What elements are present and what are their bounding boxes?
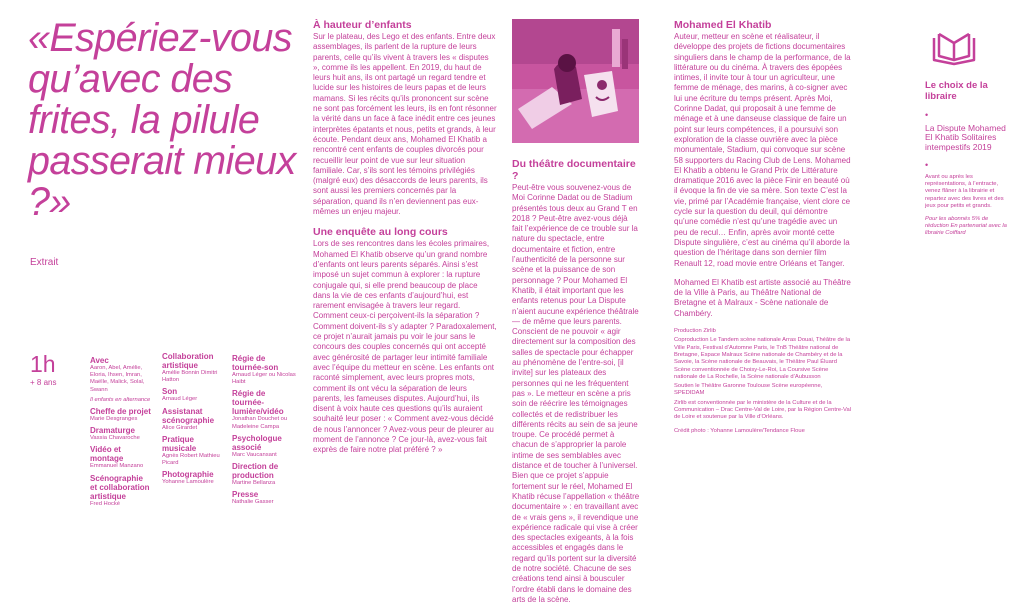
photo-illustration [512, 19, 639, 143]
sidebar-text: Avant ou après les représentations, à l’entracte, venez flâner à la librairie et repartez avec des livres et des jeux pour petits et grands. [925, 173, 1004, 209]
credit-group: Cheffe de projet Marie Desgranges [90, 407, 151, 423]
article-column-3 [674, 19, 852, 437]
credit-group: Régie de tournée-lumière/vidéo Jonathan Douchet ou Madeleine Campa [232, 389, 288, 430]
section-heading: Du théâtre documentaire ? [512, 158, 636, 182]
production-credits: Production Zirlib Coproduction Le Tandem scène nationale Arras Douai, Théâtre de la Ville Paris, Festival d’Automne Paris, le TnB Théâtre national de Bretagne, Espace Malraux Scène nationale de Chambéry et de la Savoie, la Scène nationale de Beauvais, le Théâtre Paul Éluard Scène conventionnée de Choisy-Le-Roi, La Coursive Scène nationale de La Rochelle, la Scène nationale d’Aubusson Soutien le Théâtre Garonne Toulouse Scène européenne, SPEDIDAM Zirlib est conventionnée par le ministère de la Culture et de la Communication – Drac Centre-Val de Loire, par la Région Centre-Val de Loire et soutenue par la Ville d’Orléans. Crédit photo : Yohanne Lamoulère/Tendance Floue [674, 328, 851, 434]
paragraph: Sur le plateau, des Lego et des enfants. Entre deux assemblages, ils parlent de la rupture de leurs parents, celle qu’ils vivent à travers les « disputes », comme ils les appellent. En 2019, du haut de leurs huit ans, ils ont partagé un regard tendre et lucide sur les histoires de leurs papas et de leurs mamans. Si les récits qu’ils prononcent sur scène ne sont pas forcément les leurs, ils en font résonner la vérité dans un face à face inédit entre ces jeunes interprètes épatants et nous, petits et grands, à leur écoute. Pendant deux ans, Mohamed El Khatib a rencontré cent enfants de couples divorcés pour recueillir leur point de vue sur leur situation familiale. Car, s’ils sont les témoins privilégiés (malgré eux) des désaccords de leurs parents, ils sont aussi les premiers concernés par la séparation, quand ils n’en deviennent pas eux-mêmes un enjeu majeur. [313, 32, 497, 217]
paragraph: Lors de ses rencontres dans les écoles primaires, Mohamed El Khatib observe qu’un grand nombre d’enfants ont leurs parents séparés. Ainsi s’est imposé un sujet commun à explorer : la rupture conjugale qui, si elle prend beaucoup de place dans la vie de ces enfants d’aujourd’hui, est rarement envisagée à travers leur regard. Comment ceux-ci perçoivent-ils la séparation ? Comment doivent-ils s’y adapter ? Paradoxalement, ce projet n’aurait jamais pu voir le jour sans le concours des couples concernés qui ont accepté avec générosité de partager leur intimité familiale avec l’équipe du metteur en scène. Les enfants ont raconté simplement, avec leurs propres mots, comment ils ont vécu la séparation de leurs parents, les fameuses disputes. Aujourd’hui, ils disent à voix haute ces questions qu’ils auraient souhaité leur poser : « Comment avez-vous décidé de nous l’annoncer ? Avez-vous peur de pleurer au moment de l’annonce ? Ce jour-là, avez-vous fait exprès de faire notre plat préféré ? » [313, 239, 497, 455]
credits-column-1 [90, 356, 152, 511]
extrait-label: Extrait [30, 257, 59, 268]
book-reference: La Dispute Mohamed El Khatib Solitaires intempestifs 2019 [925, 123, 1006, 152]
credit-group: Direction de production Martine Bellanza [232, 462, 279, 487]
sidebar-title: Le choix de la libraire [925, 80, 988, 102]
credit-group: Assistanat scénographie Alice Girardet [162, 406, 215, 431]
credit-group: Photographie Yohanne Lamoulère [162, 470, 214, 486]
credit-group: Il enfants en alternance [90, 396, 151, 403]
paragraph: Peut-être vous souvenez-vous de Moi Corinne Dadat ou de Stadium présentés tous deux au Grand T en 2018 ? Peut-être avez-vous déjà fait l’expérience de ce trouble sur la nature du spectacle, entre documentaire et fiction, entre l’authenticité de la personne sur scène et la puissance de son personnage ? Pour Mohamed El Khatib, il était important que les enfants retenus pour La Dispute n’aient aucune expérience théâtrale — de même que leurs parents. Conscient de ne pouvoir « agir directement sur la composition des salles de spectacle pour échapper au phénomène de l’entre-soi, [il invite] sur les plateaux des personnes qui ne les fréquentent pas ». Le metteur en scène a pris soin de réécrire les témoignages collectés et de redistribuer les différents récits au sein de sa jeune troupe. Ce procédé permet à chacun de s’approprier la parole intime de ses semblables avec distance et de toucher à l’universel. Bien que ce projet s’appuie fortement sur le réel, Mohamed El Khatib récuse l’appellation « théâtre documentaire » : en travaillant avec de « vrais gens », il revendique une expérience radicale qui vise à créer des spectacles exigeants, à la fois accessibles et engagés dans le regard qu’ils portent sur la diversité de notre société. Chacune de ses créations tend ainsi à bousculer l’ordre établi dans le domaine des arts de la scène. [512, 183, 640, 604]
credit-group: Scénographie et collaboration artistique Fred Hocké [90, 473, 150, 507]
section-heading: À hauteur d’enfants [313, 19, 412, 31]
paragraph: Auteur, metteur en scène et réalisateur, il développe des projets de fictions documentaires singuliers dans le champ de la performance, de la littérature ou du cinéma. À travers des épopées intimes, il invite tour à tour un agriculteur, une femme de ménage, des marins, à co-signer avec lui une écriture du temps présent. Après Moi, Corinne Dadat, qui proposait à une femme de ménage et à une danseuse classique de faire un point sur leurs compétences, il a poursuivi son exploration de la classe ouvrière avec la pièce monumentale, Stadium, qui convoque sur scène 58 supporters du Racing Club de Lens. Mohamed El Khatib a obtenu le Grand Prix de Littérature dramatique 2016 avec la pièce Finir en beauté où il évoque la fin de vie sa mère. Son texte C’est la vie, primé par l’Académie française, vient clore ce cycle sur la question du deuil, qui démontre qu’une comédie n’est qu’une tragédie avec un peu de recul… Enfin, après avoir monté cette Dispute singulière, c’est au cinéma qu’il aborde la question de l’héritage dans son dernier film Renault 12, road movie entre Orléans et Tanger. [674, 32, 851, 268]
credit-group: Collaboration artistique Amélie Bonnin Dimitri Hatton [162, 352, 218, 384]
bullet: • [925, 159, 929, 170]
section-heading: Mohamed El Khatib [674, 19, 772, 31]
sidebar-note: Pour les abonnés 5% de réduction En partenariat avec la librairie Coiffard [925, 215, 1007, 237]
rehearsal-photo [512, 19, 639, 143]
credit-group: Vidéo et montage Emmanuel Manzano [90, 445, 144, 470]
article-column-1 [313, 19, 497, 456]
credit-group: Régie de tournée-son Arnaud Léger ou Nicolas Haibt [232, 354, 296, 386]
section-heading: Une enquête au long cours [313, 226, 448, 239]
credits-column-3 [232, 354, 298, 509]
credits-column-2 [162, 352, 224, 489]
bullet: • [925, 110, 929, 120]
credit-group: Psychologue associé Marc Vaucansant [232, 433, 282, 458]
credit-group: Pratique musicale Agnès Robert Mathieu Picard [162, 434, 220, 467]
open-book-icon [931, 30, 977, 70]
credit-group: Avec Aaron, Abel, Amélie, Eloria, Ihsen, Imran, Maëlle, Malick, Solal, Swann [90, 356, 145, 393]
credit-group: Dramaturge Vassia Chavaroche [90, 426, 140, 442]
credit-group: Presse Nathalie Gasser [232, 490, 274, 506]
pull-quote: «Espériez-vous qu’avec des frites, la pilule passerait mieux ?» [28, 16, 296, 224]
bookseller-sidebar [925, 30, 1013, 238]
paragraph: Mohamed El Khatib est artiste associé au Théâtre de la Ville à Paris, au Théâtre National de Bretagne et à Malraux - Scène nationale de Chambéry. [674, 277, 851, 318]
credit-group: Son Arnaud Léger [162, 387, 198, 403]
age-rating: + 8 ans [30, 378, 57, 387]
article-column-2 [512, 158, 640, 605]
duration: 1h [30, 351, 56, 377]
